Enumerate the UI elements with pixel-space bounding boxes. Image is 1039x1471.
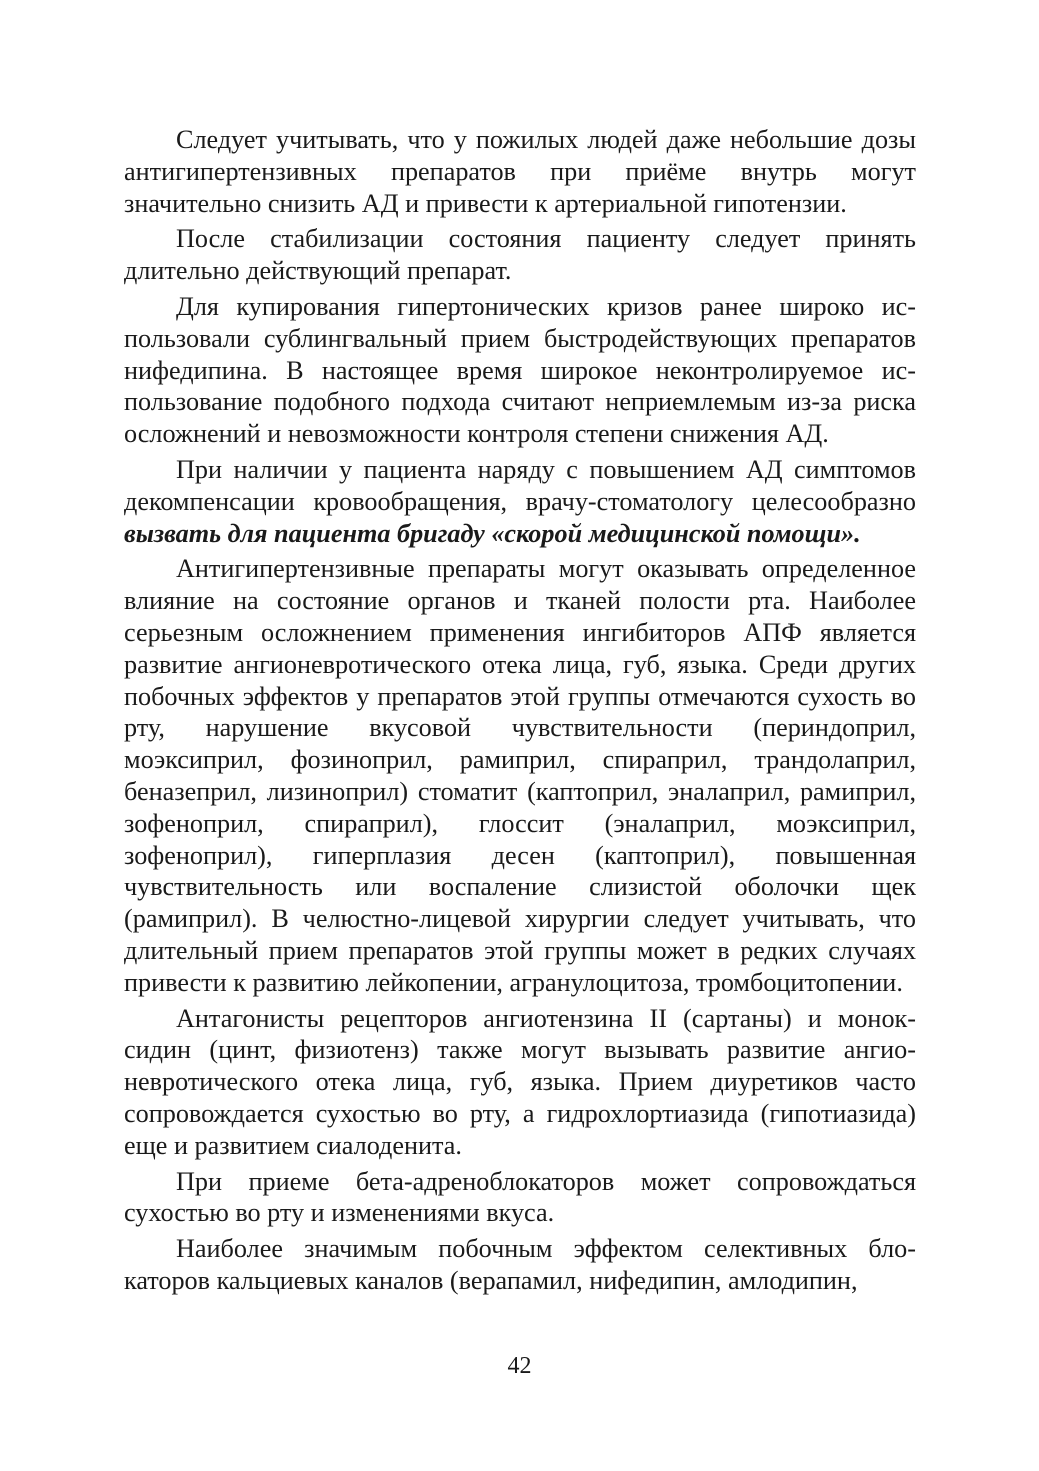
paragraph-sartans-diuretics: Антагонисты рецепторов ангиотензина II (сартаны) и моноксидин (цинт, физиотенз) также могут вызывать развитие ангионевротического отека лица, губ, языка. Прием диуретиков часто сопровождается сухостью во рту, а гидрохлортиазида (гипотиазида) еще и развитием сиалоденита.: [124, 1003, 916, 1160]
paragraph-calcium-channel-blockers: Наиболее значимым побочным эффектом селективных блокаторов кальциевых каналов (верапамил, нифедипин, амлодипин,: [124, 1234, 916, 1295]
paragraph-ace-inhibitors: Антигипертензивные препараты могут оказывать определенное влияние на состояние органов и тканей полости рта. Наиболее серьезным осложнением применения ингибиторов АПФ является развитие ангионевротического отека лица, губ, языка. Среди других побочных эффектов у препаратов этой группы отмечаются сухость во рту, нарушение вкусовой чувствительности (периндоприл, моэксиприл, фозиноприл, рамиприл, спираприл, трандолаприл, беназеприл, лизиноприл) стоматит (каптоприл, эналаприл, рамиприл, зофеноприл, спираприл), глоссит (эналаприл, моэксиприл, зофеноприл), гиперплазия десен (каптоприл), повышенная чувствительность или воспаление слизистой оболочки щек (рамиприл). В челюстно-лицевой хирургии следует учитывать, что длительный прием препаратов этой группы может в редких случаях привести к развитию лейкопении, агранулоцитоза, тромбоцитопении.: [124, 554, 916, 997]
paragraph-hypertensive-crisis: Для купирования гипертонических кризов ранее широко использовали сублингвальный прием быстродействующих препаратов нифедипина. В настоящее время широкое неконтролируемое использование подобного подхода считают неприемлемым из-за риска осложнений и невозможности контроля степени снижения АД.: [124, 291, 916, 449]
paragraph-stabilization: После стабилизации состояния пациенту следует принять длительно действующий препарат.: [124, 224, 916, 286]
page-number: 42: [507, 1353, 532, 1379]
paragraph-emergency-call-text: При наличии у пациента наряду с повышением АД симптомов декомпенсации кровообращения, врачу-стоматологу целесообразно: [124, 454, 916, 516]
paragraph-emergency-call: [124, 454, 916, 549]
body-text: [124, 124, 916, 1301]
emphasized-instruction: вызвать для пациента бригаду «скорой медицинской помощи».: [124, 518, 861, 548]
paragraph-beta-blockers: При приеме бета-адреноблокаторов может сопровождаться сухостью во рту и изменениями вкуса.: [124, 1166, 916, 1228]
paragraph-elderly-dosage: Следует учитывать, что у пожилых людей даже небольшие дозы антигипертензивных препаратов при приёме внутрь могут значительно снизить АД и привести к артериальной гипотензии.: [124, 125, 916, 218]
